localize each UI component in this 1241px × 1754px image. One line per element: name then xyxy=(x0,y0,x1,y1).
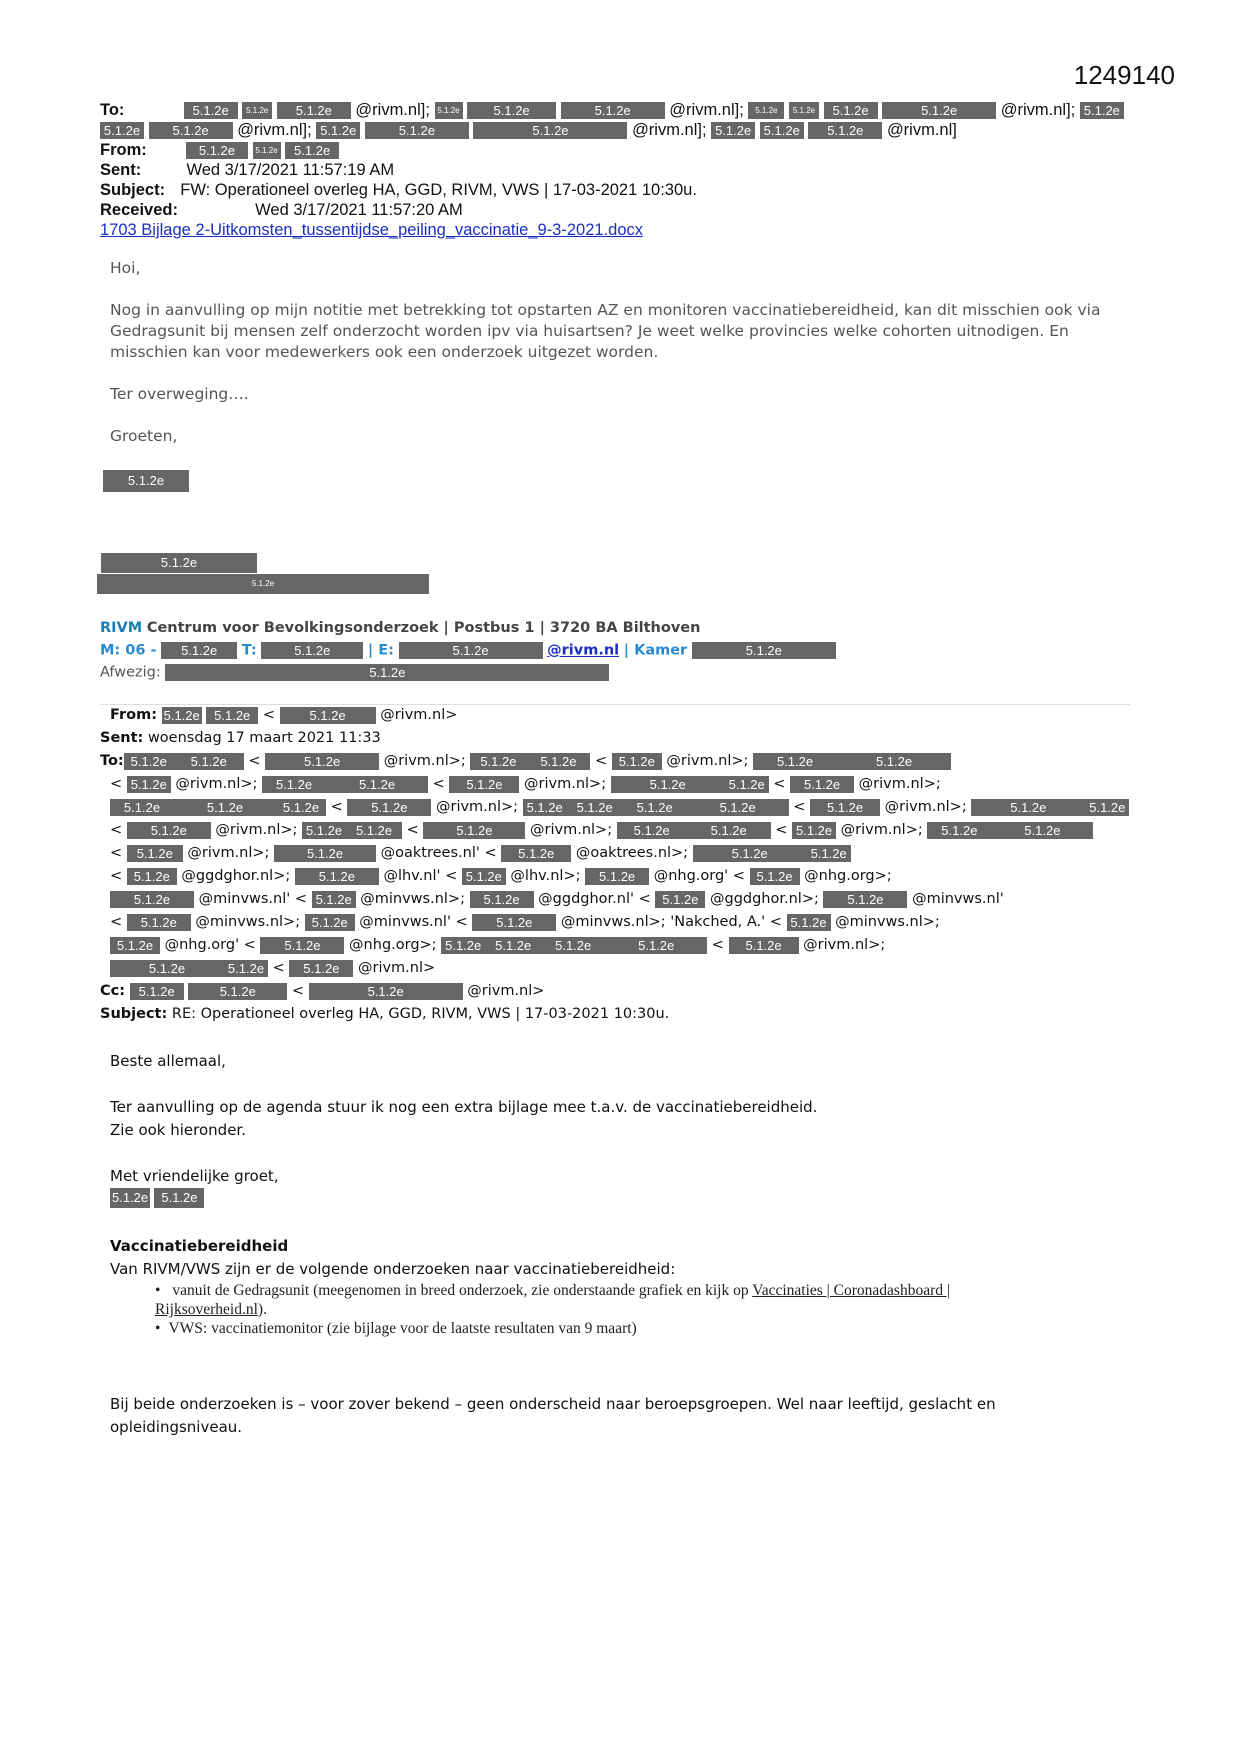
signature-name-redacted: 5.1.2e xyxy=(103,470,189,492)
recipient-text: @oaktrees.nl>; xyxy=(571,845,693,861)
redaction: 5.1.2e xyxy=(567,799,623,816)
redaction: 5.1.2e xyxy=(824,102,878,119)
redaction: 5.1.2e xyxy=(750,868,800,885)
redaction: 5.1.2e xyxy=(174,799,276,816)
recipient-text: < xyxy=(590,753,612,769)
org-address: Centrum voor Bevolkingsonderzoek | Postbus 1 | 3720 BA Bilthoven xyxy=(146,620,701,636)
header2-sent-row xyxy=(100,727,381,750)
bullet-item-2: • VWS: vaccinatiemonitor (zie bijlage voor de laatste resultaten van 9 maart) xyxy=(155,1319,1055,1338)
redaction: 5.1.2e xyxy=(807,845,851,862)
header2-cc-row: Cc: 5.1.2e 5.1.2e < 5.1.2e @rivm.nl> xyxy=(100,983,545,999)
coronadashboard-link[interactable]: Vaccinaties | Coronadashboard | Rijksoverheid.nl xyxy=(155,1282,950,1318)
header1-subject-row xyxy=(100,180,697,200)
org-name: RIVM xyxy=(100,620,143,636)
redaction: 5.1.2e xyxy=(472,914,556,931)
document-number: 1249140 xyxy=(1073,60,1175,90)
redaction: 5.1.2e xyxy=(470,753,526,770)
sent-value-2: woensdag 17 maart 2021 11:33 xyxy=(147,730,381,746)
attachment-link[interactable]: 1703 Bijlage 2-Uitkomsten_tussentijdse_peiling_vaccinatie_9-3-2021.docx xyxy=(100,221,644,239)
redaction: 5.1.2e xyxy=(789,102,819,119)
to-recipient-line xyxy=(110,911,940,934)
redaction: 5.1.2e xyxy=(693,845,807,862)
recipient-text: < xyxy=(110,845,127,861)
recipient-text: @oaktrees.nl' < xyxy=(376,845,502,861)
redaction: 5.1.2e xyxy=(792,822,836,839)
received-label: Received: xyxy=(100,201,178,219)
redaction: 5.1.2e xyxy=(837,753,951,770)
recipient-text: @minvws.nl>; 'Nakched, A.' < xyxy=(556,914,787,930)
header2-from-row: From: 5.1.2e 5.1.2e < 5.1.2e @rivm.nl> xyxy=(110,707,458,723)
header2-subject-row xyxy=(100,1003,669,1026)
redaction: 5.1.2e xyxy=(100,122,144,139)
recipient-text: < xyxy=(788,799,811,815)
header1-to-row-2 xyxy=(100,120,957,140)
redaction: 5.1.2e xyxy=(262,776,326,793)
redaction: 5.1.2e xyxy=(302,822,346,839)
redaction: 5.1.2e xyxy=(808,122,882,139)
redaction: 5.1.2e xyxy=(473,122,627,139)
email-domain: @rivm.nl]; xyxy=(355,101,430,119)
recipient-text: < xyxy=(402,822,424,838)
recipient-text: @rivm.nl>; xyxy=(210,822,303,838)
email-link[interactable]: @rivm.nl xyxy=(547,642,620,659)
redaction: 5.1.2e xyxy=(277,102,351,119)
section-intro: Van RIVM/VWS zijn er de volgende onderzoeken naar vaccinatiebereidheid: xyxy=(110,1260,676,1278)
redaction: 5.1.2e xyxy=(711,122,755,139)
redaction: 5.1.2e xyxy=(127,845,183,862)
to-recipient-line xyxy=(110,957,435,980)
redaction: 5.1.2e xyxy=(347,799,431,816)
redaction: 5.1.2e xyxy=(810,799,880,816)
recipient-text: < xyxy=(768,776,791,792)
section-heading: Vaccinatiebereidheid xyxy=(110,1237,289,1255)
recipient-text: @nhg.org' < xyxy=(160,937,261,953)
recipient-text: @rivm.nl>; xyxy=(431,799,523,815)
recipient-text: @rivm.nl>; xyxy=(182,845,275,861)
redaction: 5.1.2e xyxy=(110,960,224,977)
redaction: 5.1.2e xyxy=(991,822,1093,839)
redaction: 5.1.2e xyxy=(687,822,771,839)
email-domain: @rivm.nl]; xyxy=(237,121,312,139)
recipient-text: < xyxy=(110,868,127,884)
message2-greeting: Beste allemaal, xyxy=(110,1052,226,1070)
redaction: 5.1.2e xyxy=(224,960,268,977)
recipient-text: @rivm.nl>; xyxy=(519,776,611,792)
to-recipient-line xyxy=(110,796,1129,819)
redaction: 5.1.2e xyxy=(423,822,525,839)
redaction: 5.1.2e xyxy=(285,142,339,159)
recipient-text: @minvws.nl>; xyxy=(355,891,470,907)
recipient-text: < xyxy=(110,822,127,838)
redaction: 5.1.2e xyxy=(760,122,804,139)
subject-label-2: Subject: xyxy=(100,1006,168,1022)
recipient-text: @lhv.nl' < xyxy=(378,868,462,884)
redaction: 5.1.2e xyxy=(605,937,707,954)
sent-label-2: Sent: xyxy=(100,730,144,746)
recipient-text: @nhg.org>; xyxy=(344,937,442,953)
redaction: 5.1.2e xyxy=(623,799,687,816)
recipient-text: @rivm.nl>; xyxy=(854,776,941,792)
redaction: 5.1.2e xyxy=(435,102,463,119)
message1-line2: Ter overweging…. xyxy=(110,385,249,403)
recipient-text: @rivm.nl>; xyxy=(379,753,471,769)
redaction: 5.1.2e xyxy=(326,776,428,793)
redaction: 5.1.2e xyxy=(617,822,687,839)
message2-signature-redacted: 5.1.2e 5.1.2e xyxy=(110,1188,204,1208)
recipient-text: @minvws.nl>; xyxy=(190,914,305,930)
recipient-text: @nhg.org' < xyxy=(649,868,750,884)
redaction: 5.1.2e xyxy=(882,102,996,119)
message1-closing: Groeten, xyxy=(110,427,178,445)
redaction: 5.1.2e xyxy=(687,799,789,816)
recipient-text: < xyxy=(110,776,127,792)
recipient-text: @ggdghor.nl>; xyxy=(705,891,824,907)
redaction: 5.1.2e xyxy=(790,776,854,793)
redaction: 5.1.2e xyxy=(787,914,831,931)
redaction: 5.1.2e xyxy=(523,799,567,816)
to-recipient-line xyxy=(110,888,1004,911)
redaction: 5.1.2e xyxy=(971,799,1085,816)
recipient-text: < xyxy=(770,822,793,838)
redaction: 5.1.2e xyxy=(1085,799,1129,816)
received-value: Wed 3/17/2021 11:57:20 AM xyxy=(255,201,463,219)
bullet-item-1: • vanuit de Gedragsunit (meegenomen in breed onderzoek, zie onderstaande grafiek en kijk op Vaccinaties | Coronadashboard | Rijksoverheid.nl). xyxy=(155,1281,1055,1319)
redaction: 5.1.2e xyxy=(612,753,662,770)
email-domain: @rivm.nl] xyxy=(886,121,957,139)
m-label: M: 06 - xyxy=(100,642,157,659)
redaction: 5.1.2e xyxy=(316,122,360,139)
redaction: 5.1.2e xyxy=(748,102,784,119)
recipient-text: @minvws.nl' < xyxy=(194,891,312,907)
signature-name-block: 5.1.2e xyxy=(101,553,257,573)
redaction: 5.1.2e xyxy=(441,937,485,954)
cc-label: Cc: xyxy=(100,983,126,999)
to-label: To: xyxy=(100,101,125,119)
redaction: 5.1.2e xyxy=(470,891,534,908)
final-paragraph: Bij beide onderzoeken is – voor zover bekend – geen onderscheid naar beroepsgroepen. Wel naar leeftijd, geslacht en opleidingsniveau. xyxy=(110,1395,996,1436)
redaction: 5.1.2e xyxy=(462,868,506,885)
email-domain: @rivm.nl]; xyxy=(1000,101,1076,119)
message2-line2: Zie ook hieronder. xyxy=(110,1121,246,1139)
cc-domain: @rivm.nl> xyxy=(467,983,545,999)
e-label: | E: xyxy=(367,642,394,659)
signature-afwezig: Afwezig: 5.1.2e xyxy=(100,664,609,681)
redaction: 5.1.2e xyxy=(295,868,379,885)
message2-closing: Met vriendelijke groet, xyxy=(110,1167,279,1185)
redaction: 5.1.2e xyxy=(753,753,837,770)
redaction: 5.1.2e xyxy=(110,937,160,954)
from-domain-2: @rivm.nl> xyxy=(380,707,458,723)
to-recipient-line xyxy=(110,934,885,957)
redaction: 5.1.2e xyxy=(274,845,376,862)
recipient-text: @ggdghor.nl>; xyxy=(176,868,295,884)
recipient-text: @rivm.nl>; xyxy=(880,799,972,815)
redaction: 5.1.2e xyxy=(729,937,799,954)
to-recipient-line xyxy=(110,842,851,865)
redaction: 5.1.2e xyxy=(541,937,605,954)
redaction: 5.1.2e xyxy=(110,891,194,908)
redaction: 5.1.2e xyxy=(526,753,590,770)
redaction: 5.1.2e xyxy=(186,142,248,159)
sent-value: Wed 3/17/2021 11:57:19 AM xyxy=(186,161,395,179)
redaction: 5.1.2e xyxy=(365,122,469,139)
to-recipient-line xyxy=(110,773,941,796)
redaction: 5.1.2e xyxy=(127,822,211,839)
subject-value: FW: Operationeel overleg HA, GGD, RIVM, VWS | 17-03-2021 10:30u. xyxy=(180,181,697,199)
recipient-text: < xyxy=(326,799,348,815)
bullet-list xyxy=(155,1281,1055,1338)
header1-received-row xyxy=(100,200,463,220)
redaction: 5.1.2e xyxy=(449,776,519,793)
header1-to-row xyxy=(100,100,1124,120)
recipient-text: < xyxy=(428,776,450,792)
header1-sent-row xyxy=(100,160,394,180)
to-recipient-line xyxy=(110,865,892,888)
redaction: 5.1.2e xyxy=(501,845,571,862)
from-label-2: From: xyxy=(110,707,157,723)
recipient-text: @minvws.nl' xyxy=(907,891,1004,907)
message1-greeting: Hoi, xyxy=(110,259,141,277)
recipient-text: < xyxy=(707,937,729,953)
subject-value-2: RE: Operationeel overleg HA, GGD, RIVM, VWS | 17-03-2021 10:30u. xyxy=(171,1006,670,1022)
redaction: 5.1.2e xyxy=(110,799,174,816)
recipient-text: @rivm.nl>; xyxy=(525,822,617,838)
redaction: 5.1.2e xyxy=(561,102,665,119)
subject-label: Subject: xyxy=(100,181,166,199)
recipient-text: @rivm.nl>; xyxy=(798,937,886,953)
recipient-text: @rivm.nl>; xyxy=(170,776,263,792)
redaction: 5.1.2e xyxy=(485,937,541,954)
redaction: 5.1.2e xyxy=(127,914,191,931)
redaction: 5.1.2e xyxy=(276,799,326,816)
redaction: 5.1.2e xyxy=(312,891,356,908)
redaction: 5.1.2e xyxy=(127,868,177,885)
redaction: 5.1.2e xyxy=(260,937,344,954)
message1-paragraph: Nog in aanvulling op mijn notitie met betrekking tot opstarten AZ en monitoren vaccinatiebereidheid, kan dit misschien ook via Gedragsunit bij mensen zelf onderzocht worden ipv via huisartsen? Je weet welke provincies welke cohorten uitnodigen. En misschien kan voor medewerkers ook een onderzoek uitgezet worden. xyxy=(110,301,1101,361)
recipient-text: @rivm.nl>; xyxy=(836,822,928,838)
redaction: 5.1.2e xyxy=(585,868,649,885)
redaction: 5.1.2e xyxy=(927,822,991,839)
redaction: 5.1.2e xyxy=(823,891,907,908)
to-label-2: To: xyxy=(100,753,124,769)
kamer-label: | Kamer xyxy=(623,642,688,659)
redaction: 5.1.2e xyxy=(184,102,238,119)
redaction: 5.1.2e xyxy=(289,960,353,977)
redaction: 5.1.2e xyxy=(725,776,769,793)
redaction: 5.1.2e xyxy=(124,753,174,770)
redaction: 5.1.2e xyxy=(611,776,725,793)
recipient-text: @rivm.nl>; xyxy=(661,753,754,769)
recipient-text: @nhg.org>; xyxy=(799,868,892,884)
signature-address xyxy=(100,620,700,636)
sent-label: Sent: xyxy=(100,161,142,179)
redaction: 5.1.2e xyxy=(655,891,705,908)
redaction: 5.1.2e xyxy=(242,102,272,119)
recipient-text: < xyxy=(243,753,266,769)
t-label: T: xyxy=(241,642,257,659)
recipient-text: < xyxy=(110,914,127,930)
attachment-row xyxy=(100,220,643,240)
signature-contact: M: 06 - 5.1.2e T: 5.1.2e | E: 5.1.2e @rivm.nl | Kamer 5.1.2e xyxy=(100,642,836,659)
recipient-text: @rivm.nl> xyxy=(353,960,436,976)
header1-from-row xyxy=(100,140,339,160)
to-recipient-line xyxy=(110,819,1093,842)
redaction: 5.1.2e xyxy=(174,753,244,770)
recipient-text: @lhv.nl>; xyxy=(505,868,586,884)
redaction: 5.1.2e xyxy=(127,776,171,793)
afwezig-label: Afwezig: xyxy=(100,664,161,681)
recipient-text: @minvws.nl>; xyxy=(830,914,940,930)
redaction: 5.1.2e xyxy=(467,102,556,119)
redaction: 5.1.2e xyxy=(305,914,355,931)
recipient-text: < xyxy=(268,960,290,976)
redaction: 5.1.2e xyxy=(265,753,379,770)
recipient-text: @ggdghor.nl' < xyxy=(533,891,656,907)
email-domain: @rivm.nl]; xyxy=(669,101,744,119)
email-domain: @rivm.nl]; xyxy=(632,121,707,139)
recipient-text: @minvws.nl' < xyxy=(354,914,473,930)
redaction: 5.1.2e xyxy=(346,822,402,839)
signature-title-block: 5.1.2e xyxy=(97,574,429,594)
message2-line1: Ter aanvulling op de agenda stuur ik nog een extra bijlage mee t.a.v. de vaccinatiebereidheid. xyxy=(110,1098,818,1116)
from-label: From: xyxy=(100,141,147,159)
redaction: 5.1.2e xyxy=(149,122,233,139)
redaction: 5.1.2e xyxy=(1080,102,1124,119)
redaction: 5.1.2e xyxy=(253,142,281,159)
to-recipient-line xyxy=(100,750,951,773)
